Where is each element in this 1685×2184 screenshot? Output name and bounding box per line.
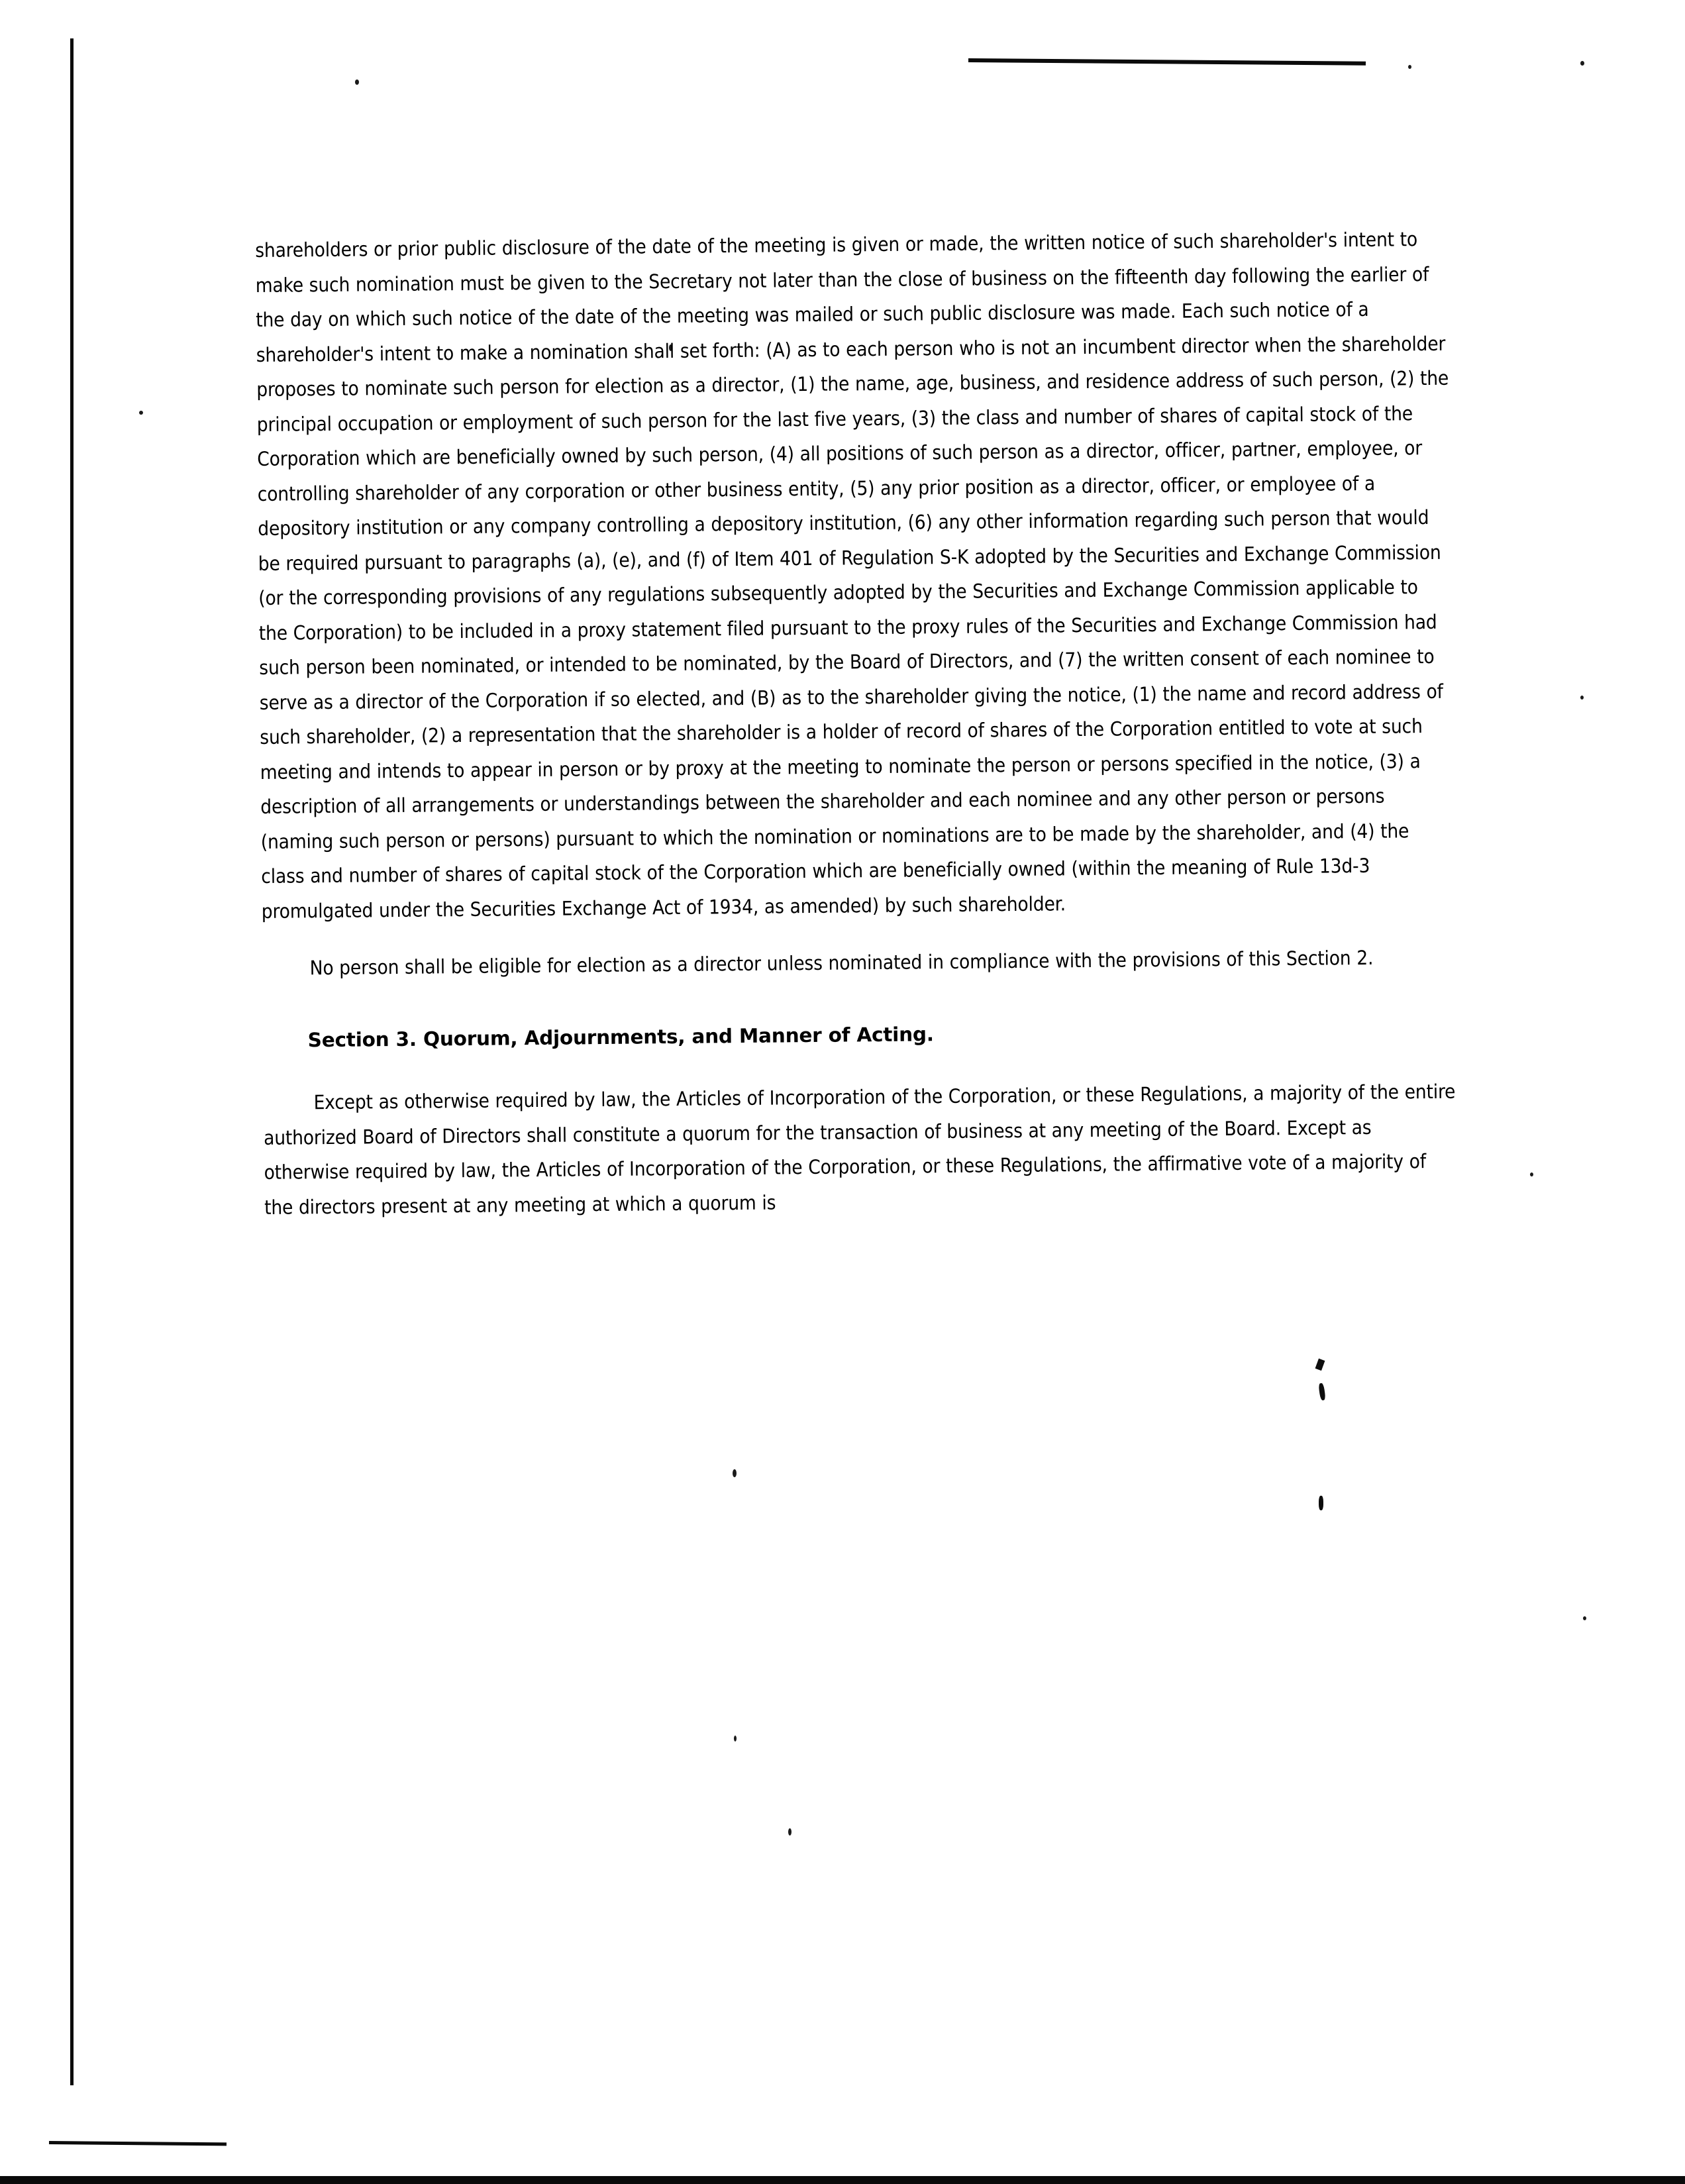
paragraph-nomination-notice-requirements: shareholders or prior public disclosure of the date of the meeting is given or made, the written notice of such shareholder's intent to make such nomination must be given to the Secretary not later than the close of business on the fifteenth day following the earlier of the day on which such notice of the date of the meeting was mailed or such public disclosure was made. Each such notice of a shareholder's intent to make a nomination shall set forth: (A) as to each person who is not an incumbent director when the shareholder proposes to nominate such person for election as a director, (1) the name, age, business, and residence address of such person, (2) the principal occupation or employment of such person for the last five years, (3) the class and number of shares of capital stock of the Corporation which are beneficially owned by such person, (4) all positions of such person as a director, officer, partner, employee, or controlling shareholder of any corporation or other business entity, (5) any prior position as a director, officer, or employee of a depository institution or any company controlling a depository institution, (6) any other information regarding such person that would be required pursuant to paragraphs (a), (e), and (f) of Item 401 of Regulation S-K adopted by the Securities and Exchange Commission (or the corresponding provisions of any regulations subsequently adopted by the Securities and Exchange Commission applicable to the Corporation) to be included in a proxy statement filed pursuant to the proxy rules of the Securities and Exchange Commission had such person been nominated, or intended to be nominated, by the Board of Directors, and (7) the written consent of each nominee to serve as a director of the Corporation if so elected, and (B) as to the shareholder giving the notice, (1) the name and record address of such shareholder, (2) a representation that the shareholder is a holder of record of shares of the Corporation entitled to vote at such meeting and intends to appear in person or by proxy at the meeting to nominate the person or persons specified in the notice, (3) a description of all arrangements or understandings between the shareholder and each nominee and any other person or persons (naming such person or persons) pursuant to which the nomination or nominations are to be made by the shareholder, and (4) the class and number of shares of capital stock of the Corporation which are beneficially owned (within the meaning of Rule 13d-3 promulgated under the Securities Exchange Act of 1934, as amended) by such shareholder. (255, 228, 1449, 923)
top-right-scan-line-artifact (968, 58, 1366, 66)
dust-speck (1408, 65, 1411, 69)
stray-ink-mark (1318, 1383, 1326, 1401)
dust-speck (734, 1736, 737, 1742)
dust-speck (1583, 1616, 1586, 1620)
dust-speck (733, 1469, 737, 1477)
vertical-scan-line-artifact (70, 38, 74, 2085)
dust-speck (788, 1828, 791, 1836)
section-3-heading: Section 3. Quorum, Adjournments, and Manner of Acting. (307, 1022, 935, 1051)
dust-speck (355, 79, 359, 85)
paragraph-quorum-provisions: Except as otherwise required by law, the Articles of Incorporation of the Corporation, or these Regulations, a majority of the entire authorized Board of Directors shall constitute a quorum for the transaction of business at any meeting of the Board. Except as otherwise required by law, the Articles of Incorporation of the Corporation, or these Regulations, the affirmative vote of a majority of the directors present at any meeting at which a quorum is (263, 1080, 1456, 1219)
dust-speck (1580, 61, 1584, 66)
dust-speck (1530, 1172, 1533, 1176)
dust-speck (1580, 696, 1584, 700)
stray-ink-mark (1315, 1359, 1325, 1371)
stray-ink-mark (1319, 1496, 1323, 1510)
bottom-edge-scan-bar (0, 2176, 1685, 2184)
document-text-block (255, 222, 1456, 1225)
bottom-left-scan-line-artifact (49, 2141, 227, 2146)
paragraph-eligibility-clause: No person shall be eligible for election as a director unless nominated in compliance with the provisions of this Section 2. (309, 946, 1374, 980)
dust-speck (139, 411, 143, 415)
